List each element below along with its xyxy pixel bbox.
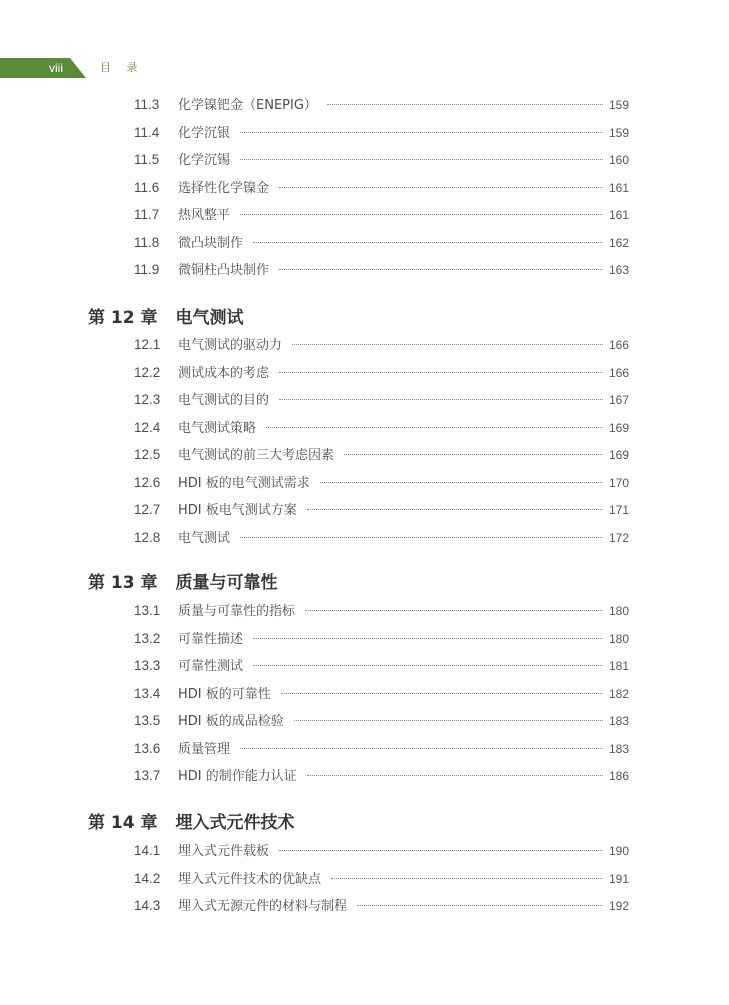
section-number: 13.5 [134,713,161,728]
dot-leader [327,103,603,105]
page-reference: 180 [608,604,629,618]
section-title: 电气测试的前三大考虑因素 [178,448,335,463]
dot-leader [281,692,603,694]
toc-entry[interactable] [134,94,629,116]
page-reference: 183 [608,714,629,728]
page-reference: 166 [608,338,629,352]
section-number: 12.5 [134,447,161,462]
section-number: 14.2 [134,870,161,886]
section-number: 14.1 [134,843,161,858]
section-title: 测试成本的考虑 [178,365,270,381]
page-reference: 180 [608,631,629,646]
chapter-heading [88,810,295,836]
page-reference: 159 [608,125,629,140]
dot-leader [279,371,603,373]
chapter-label: 第 12 章 [88,308,158,328]
section-number: 12.2 [134,364,161,380]
page-reference: 162 [608,235,629,250]
dot-leader [253,241,603,243]
page-reference: 171 [608,503,629,517]
toc-entry[interactable] [134,232,629,254]
page-reference: 192 [608,899,629,913]
section-title: 电气测试策略 [178,420,257,436]
section-number: 11.9 [134,262,160,277]
page-reference: 167 [608,393,629,407]
section-title: HDI 板的成品检验 [178,714,284,729]
section-title: 选择性化学镍金 [178,180,270,196]
dot-leader [344,453,603,455]
page-reference: 160 [608,153,629,167]
section-title: 化学镍钯金（ENEPIG） [178,98,317,113]
toc-entry[interactable] [134,444,629,466]
section-number: 12.3 [134,392,161,407]
section-number: 11.8 [134,234,160,250]
toc-entry[interactable] [134,149,629,171]
section-number: 12.6 [134,474,161,490]
dot-leader [240,158,603,160]
page-reference: 183 [608,741,629,756]
dot-leader [307,774,603,776]
toc-entry[interactable] [134,895,629,917]
page-reference: 166 [608,365,629,380]
dot-leader [240,536,603,538]
section-number: 12.7 [134,502,161,517]
section-number: 11.4 [134,124,160,140]
dot-leader [240,131,603,133]
section-number: 13.1 [134,603,161,618]
dot-leader [292,343,603,345]
page-reference: 170 [608,475,629,490]
page-reference: 190 [608,844,629,858]
chapter-label: 第 13 章 [88,573,158,593]
dot-leader [357,904,603,906]
dot-leader [240,747,603,749]
section-number: 11.3 [134,97,160,112]
section-title: 质量管理 [178,741,231,757]
section-number: 13.7 [134,768,161,783]
dot-leader [305,609,603,611]
section-title: HDI 板的可靠性 [178,686,271,702]
toc-entry[interactable] [134,710,629,732]
section-number: 14.3 [134,898,161,913]
dot-leader [307,508,603,510]
section-title: 可靠性描述 [178,631,244,647]
section-number: 13.3 [134,658,161,673]
chapter-heading [88,570,278,596]
toc-entry[interactable] [134,204,629,226]
section-number: 12.8 [134,529,161,545]
dot-leader [279,186,603,188]
section-title: 埋入式元件技术的优缺点 [178,871,322,887]
toc-entry[interactable] [134,499,629,521]
section-title: HDI 的制作能力认证 [178,769,297,784]
page-reference: 161 [608,208,629,222]
section-title: HDI 板电气测试方案 [178,503,297,518]
toc-entry[interactable] [134,600,629,622]
section-number: 13.2 [134,630,161,646]
page-reference: 181 [608,659,629,673]
dot-leader [331,877,603,879]
page-number: viii [49,61,63,75]
dot-leader [279,849,603,851]
section-title: 化学沉银 [178,125,231,141]
section-number: 11.7 [134,207,160,222]
section-title: HDI 板的电气测试需求 [178,475,310,491]
toc-entry[interactable] [134,472,629,494]
section-title: 化学沉锡 [178,153,231,168]
section-number: 12.1 [134,337,161,352]
section-title: 埋入式无源元件的材料与制程 [178,899,348,914]
toc-entry[interactable] [134,177,629,199]
dot-leader [253,637,603,639]
page-reference: 191 [608,871,629,886]
page-reference: 161 [608,180,629,195]
chapter-title: 埋入式元件技术 [175,813,295,833]
section-title: 质量与可靠性的指标 [178,604,296,619]
chapter-label: 第 14 章 [88,813,158,833]
section-title: 电气测试 [178,530,231,546]
section-number: 13.4 [134,685,161,701]
section-number: 12.4 [134,419,161,435]
section-title: 热风整平 [178,208,231,223]
dot-leader [253,664,603,666]
page-reference: 169 [608,420,629,435]
section-title: 微铜柱凸块制作 [178,263,270,278]
toc-entry[interactable] [134,334,629,356]
toc-entry[interactable] [134,259,629,281]
dot-leader [240,213,603,215]
section-title: 微凸块制作 [178,235,244,251]
chapter-title: 电气测试 [175,308,244,328]
dot-leader [279,268,603,270]
toc-entry[interactable] [134,628,629,650]
page-header [0,58,729,78]
toc-entry[interactable] [134,389,629,411]
toc-entry[interactable] [134,683,629,705]
page-reference: 186 [608,769,629,783]
toc-entry[interactable] [134,738,629,760]
toc-entry[interactable] [134,655,629,677]
section-title: 电气测试的驱动力 [178,338,283,353]
page-number-tab [0,58,86,78]
section-number: 11.6 [134,179,160,195]
chapter-title: 质量与可靠性 [175,573,278,593]
page-reference: 159 [608,98,629,112]
chapter-heading [88,305,244,331]
toc-entry[interactable] [134,527,629,549]
running-header-title: 目 录 [100,61,144,74]
section-title: 埋入式元件载板 [178,844,270,859]
section-number: 11.5 [134,152,160,167]
page-reference: 182 [608,686,629,701]
toc-entry[interactable] [134,840,629,862]
dot-leader [279,398,603,400]
toc-entry[interactable] [134,417,629,439]
page-reference: 163 [608,263,629,277]
dot-leader [266,426,603,428]
section-title: 电气测试的目的 [178,393,270,408]
section-title: 可靠性测试 [178,659,244,674]
toc-entry[interactable] [134,868,629,890]
page-reference: 169 [608,448,629,462]
toc-entry[interactable] [134,122,629,144]
section-number: 13.6 [134,740,161,756]
dot-leader [294,719,603,721]
page-reference: 172 [608,530,629,545]
toc-entry[interactable] [134,362,629,384]
dot-leader [320,481,603,483]
toc-entry[interactable] [134,765,629,787]
